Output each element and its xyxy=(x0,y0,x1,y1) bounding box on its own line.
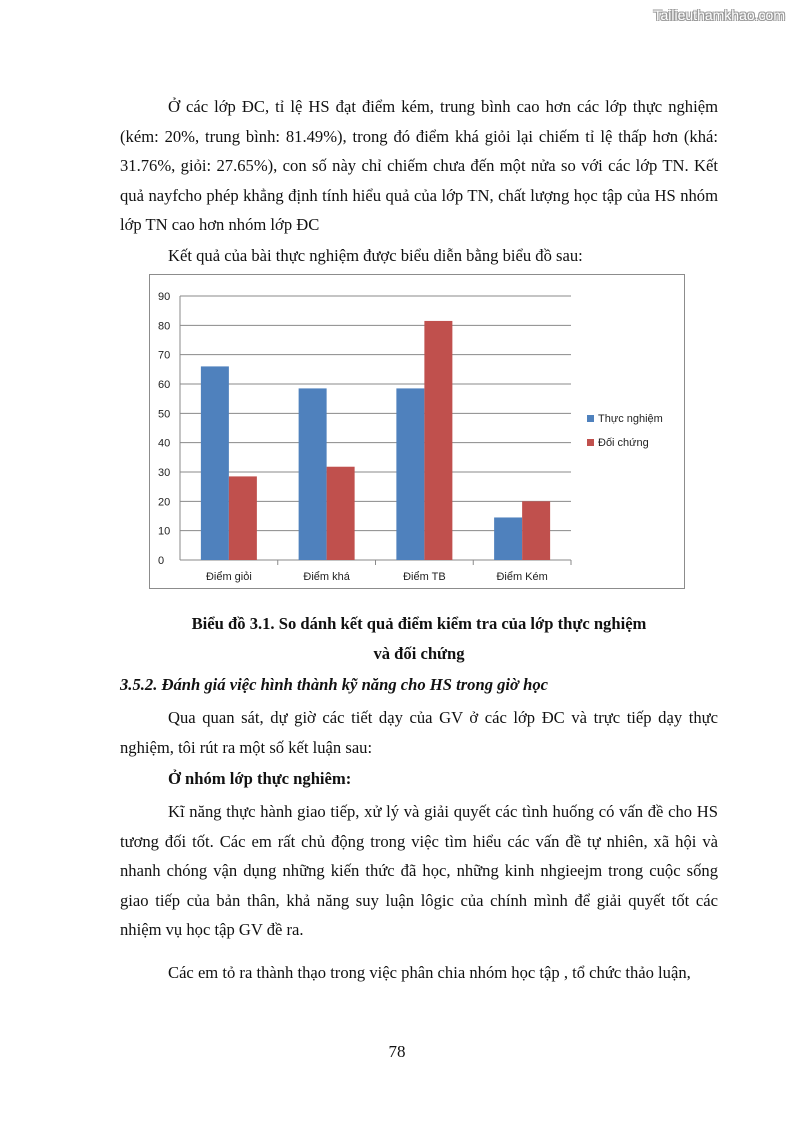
y-tick-label: 10 xyxy=(158,525,171,538)
y-tick-label: 50 xyxy=(158,408,171,421)
bar-doi-chung-1 xyxy=(327,467,355,560)
paragraph-chart-intro: Kết quả của bài thực nghiệm được biểu diễn bằng biểu đồ sau: xyxy=(168,246,583,265)
y-tick-label: 80 xyxy=(158,320,171,333)
bar-thuc-nghiem-3 xyxy=(494,517,522,560)
y-tick-label: 20 xyxy=(158,496,171,509)
bar-doi-chung-3 xyxy=(522,501,550,560)
paragraph-group-work: Các em tỏ ra thành thạo trong việc phân chia nhóm học tập , tổ chức thảo luận, xyxy=(168,963,691,982)
bar-thuc-nghiem-0 xyxy=(201,366,229,560)
page-number: 78 xyxy=(388,1042,406,1061)
y-tick-label: 40 xyxy=(158,437,171,450)
bar-chart-svg xyxy=(150,275,684,588)
subheading-experimental-group: Ở nhóm lớp thực nghiêm: xyxy=(168,769,352,788)
y-tick-label: 60 xyxy=(158,379,171,391)
chart-caption-line1: Biểu đồ 3.1. So dánh kết quả điểm kiểm tra của lớp thực nghiệm xyxy=(191,614,647,633)
bar-doi-chung-2 xyxy=(424,321,452,560)
legend-label-0: Thực nghiệm xyxy=(598,413,663,425)
paragraph-observation: Qua quan sát, dự giờ các tiết dạy của GV ở các lớp ĐC và trực tiếp dạy thực nghiệm, tôi rút ra một số kết luận sau: xyxy=(120,708,718,757)
legend-label-1: Đối chứng xyxy=(598,437,649,449)
bar-doi-chung-0 xyxy=(229,476,257,560)
paragraph-results-dc: Ở các lớp ĐC, tỉ lệ HS đạt điểm kém, trung bình cao hơn các lớp thực nghiệm (kém: 20%, trung bình: 81.49%), trong đó điểm khá giỏi lại chiếm tỉ lệ thấp hơn (khá: 31.76%, giỏi: 27.65%), con số này chỉ chiếm chưa đến một nửa so với các lớp TN. Kết quả nayfcho phép khẳng định tính hiểu quả của lớp TN, chất lượng học tập của HS nhóm lớp TN cao hơn nhóm lớp ĐC xyxy=(120,97,718,234)
chart-caption-line2: và đối chứng xyxy=(373,644,465,663)
y-tick-label: 90 xyxy=(158,291,171,303)
bar-chart xyxy=(149,274,685,589)
x-tick-label: Điểm giỏi xyxy=(205,571,252,583)
watermark: Tailieuthamkhao.com xyxy=(653,7,785,23)
y-tick-label: 70 xyxy=(158,349,171,362)
legend-swatch-0 xyxy=(587,415,594,422)
y-tick-label: 0 xyxy=(158,555,165,567)
legend-swatch-1 xyxy=(587,439,594,446)
y-tick-label: 30 xyxy=(158,467,171,479)
x-tick-label: Điểm TB xyxy=(403,571,446,583)
x-tick-label: Điểm khá xyxy=(303,571,350,583)
bar-thuc-nghiem-1 xyxy=(299,388,327,560)
paragraph-skills: Kĩ năng thực hành giao tiếp, xử lý và giải quyết các tình huống có vấn đề cho HS tương đối tốt. Các em rất chủ động trong việc tìm hiểu các vấn đề tự nhiên, xã hội và nhanh chóng vận dụng những kiến thức đã học, những kinh nhgieejm trong cuộc sống giao tiếp của bản thân, khả năng suy luận lôgic của chính mình để giải quyết tốt các nhiệm vụ học tập GV đề ra. xyxy=(120,802,718,939)
bar-thuc-nghiem-2 xyxy=(396,388,424,560)
section-heading: 3.5.2. Đánh giá việc hình thành kỹ năng cho HS trong giờ học xyxy=(120,675,548,694)
x-tick-label: Điểm Kém xyxy=(496,571,548,583)
